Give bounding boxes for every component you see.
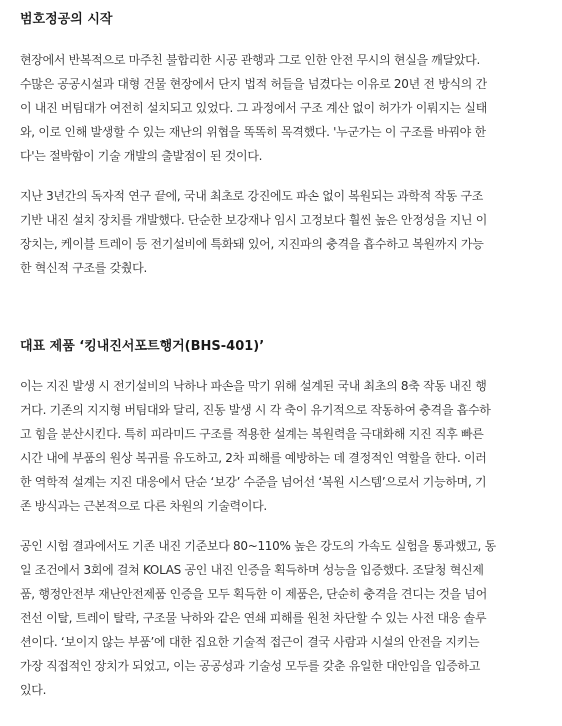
text-line: 한 혁신적 구조를 갖췄다.: [20, 261, 147, 275]
text-line: 일 조건에서 3회에 걸쳐 KOLAS 공인 내진 인증을 획득하며 성능을 입증했다. 조달청 혁신제: [20, 563, 484, 577]
text-line: 션이다. ‘보이지 않는 부품’에 대한 집요한 기술적 접근이 결국 사람과 시설의 안전을 지키는: [20, 635, 480, 649]
paragraph-product-2: [20, 534, 496, 702]
paragraph-origin-2: [20, 184, 487, 280]
text-line: 공인 시험 결과에서도 기존 내진 기준보다 80~110% 높은 강도의 가속도 실험을 통과했고, 동: [20, 539, 496, 553]
text-line: 한 역학적 설계는 지진 대응에서 단순 ‘보강’ 수준을 넘어선 ‘복원 시스템’으로서 기능하며, 기: [20, 475, 487, 489]
text-line: 지난 3년간의 독자적 연구 끝에, 국내 최초로 강진에도 파손 없이 복원되는 과학적 작동 구조: [20, 189, 484, 203]
text-line: 이는 지진 발생 시 전기설비의 낙하나 파손을 막기 위해 설계된 국내 최초의 8축 작동 내진 행: [20, 379, 487, 393]
section-title-product: 대표 제품 ‘킹내진서포트행거(BHS-401)’: [20, 339, 265, 354]
text-line: 기반 내진 설치 장치를 개발했다. 단순한 보강재나 임시 고정보다 훨씬 높은 안정성을 지닌 이: [20, 213, 488, 227]
paragraph-product-1: [20, 374, 491, 518]
text-line: 수많은 공공시설과 대형 건물 현장에서 단지 법적 허들을 넘겼다는 이유로 20년 전 방식의 간: [20, 77, 487, 91]
text-line: 이 내진 버팀대가 여전히 설치되고 있었다. 그 과정에서 구조 계산 없이 허가가 이뤄지는 실태: [20, 101, 488, 115]
text-line: 고 힘을 분산시킨다. 특히 피라미드 구조를 적용한 설계는 복원력을 극대화해 지진 직후 빠른: [20, 427, 484, 441]
text-line: 현장에서 반복적으로 마주친 불합리한 시공 관행과 그로 인한 안전 무시의 현실을 깨달았다.: [20, 53, 480, 67]
paragraph-origin-1: [20, 48, 487, 168]
text-line: 시간 내에 부품의 원상 복귀를 유도하고, 2차 피해를 예방하는 데 결정적인 역할을 한다. 이러: [20, 451, 487, 465]
text-line: 품, 행정안전부 재난안전제품 인증을 모두 획득한 이 제품은, 단순히 충격을 견디는 것을 넘어: [20, 587, 488, 601]
text-line: 있다.: [20, 683, 47, 697]
text-line: 존 방식과는 근본적으로 다른 차원의 기술력이다.: [20, 499, 267, 513]
text-line: 장치는, 케이블 트레이 등 전기설비에 특화돼 있어, 지진파의 충격을 흡수하고 복원까지 가능: [20, 237, 484, 251]
text-line: 거다. 기존의 지지형 버팀대와 달리, 진동 발생 시 각 축이 유기적으로 작동하여 충격을 흡수하: [20, 403, 491, 417]
text-line: 와, 이로 인해 발생할 수 있는 재난의 위협을 똑똑히 목격했다. '누군가는 이 구조를 바꿔야 한: [20, 125, 486, 139]
text-line: 다'는 절박함이 기술 개발의 출발점이 된 것이다.: [20, 149, 263, 163]
text-line: 가장 직접적인 장치가 되었고, 이는 공공성과 기술성 모두를 갖춘 유일한 대안임을 입증하고: [20, 659, 480, 673]
text-line: 전선 이탈, 트레이 탈락, 구조물 낙하와 같은 연쇄 피해를 원천 차단할 수 있는 사전 대응 솔루: [20, 611, 487, 625]
section-title-origin: 범호정공의 시작: [20, 12, 113, 27]
